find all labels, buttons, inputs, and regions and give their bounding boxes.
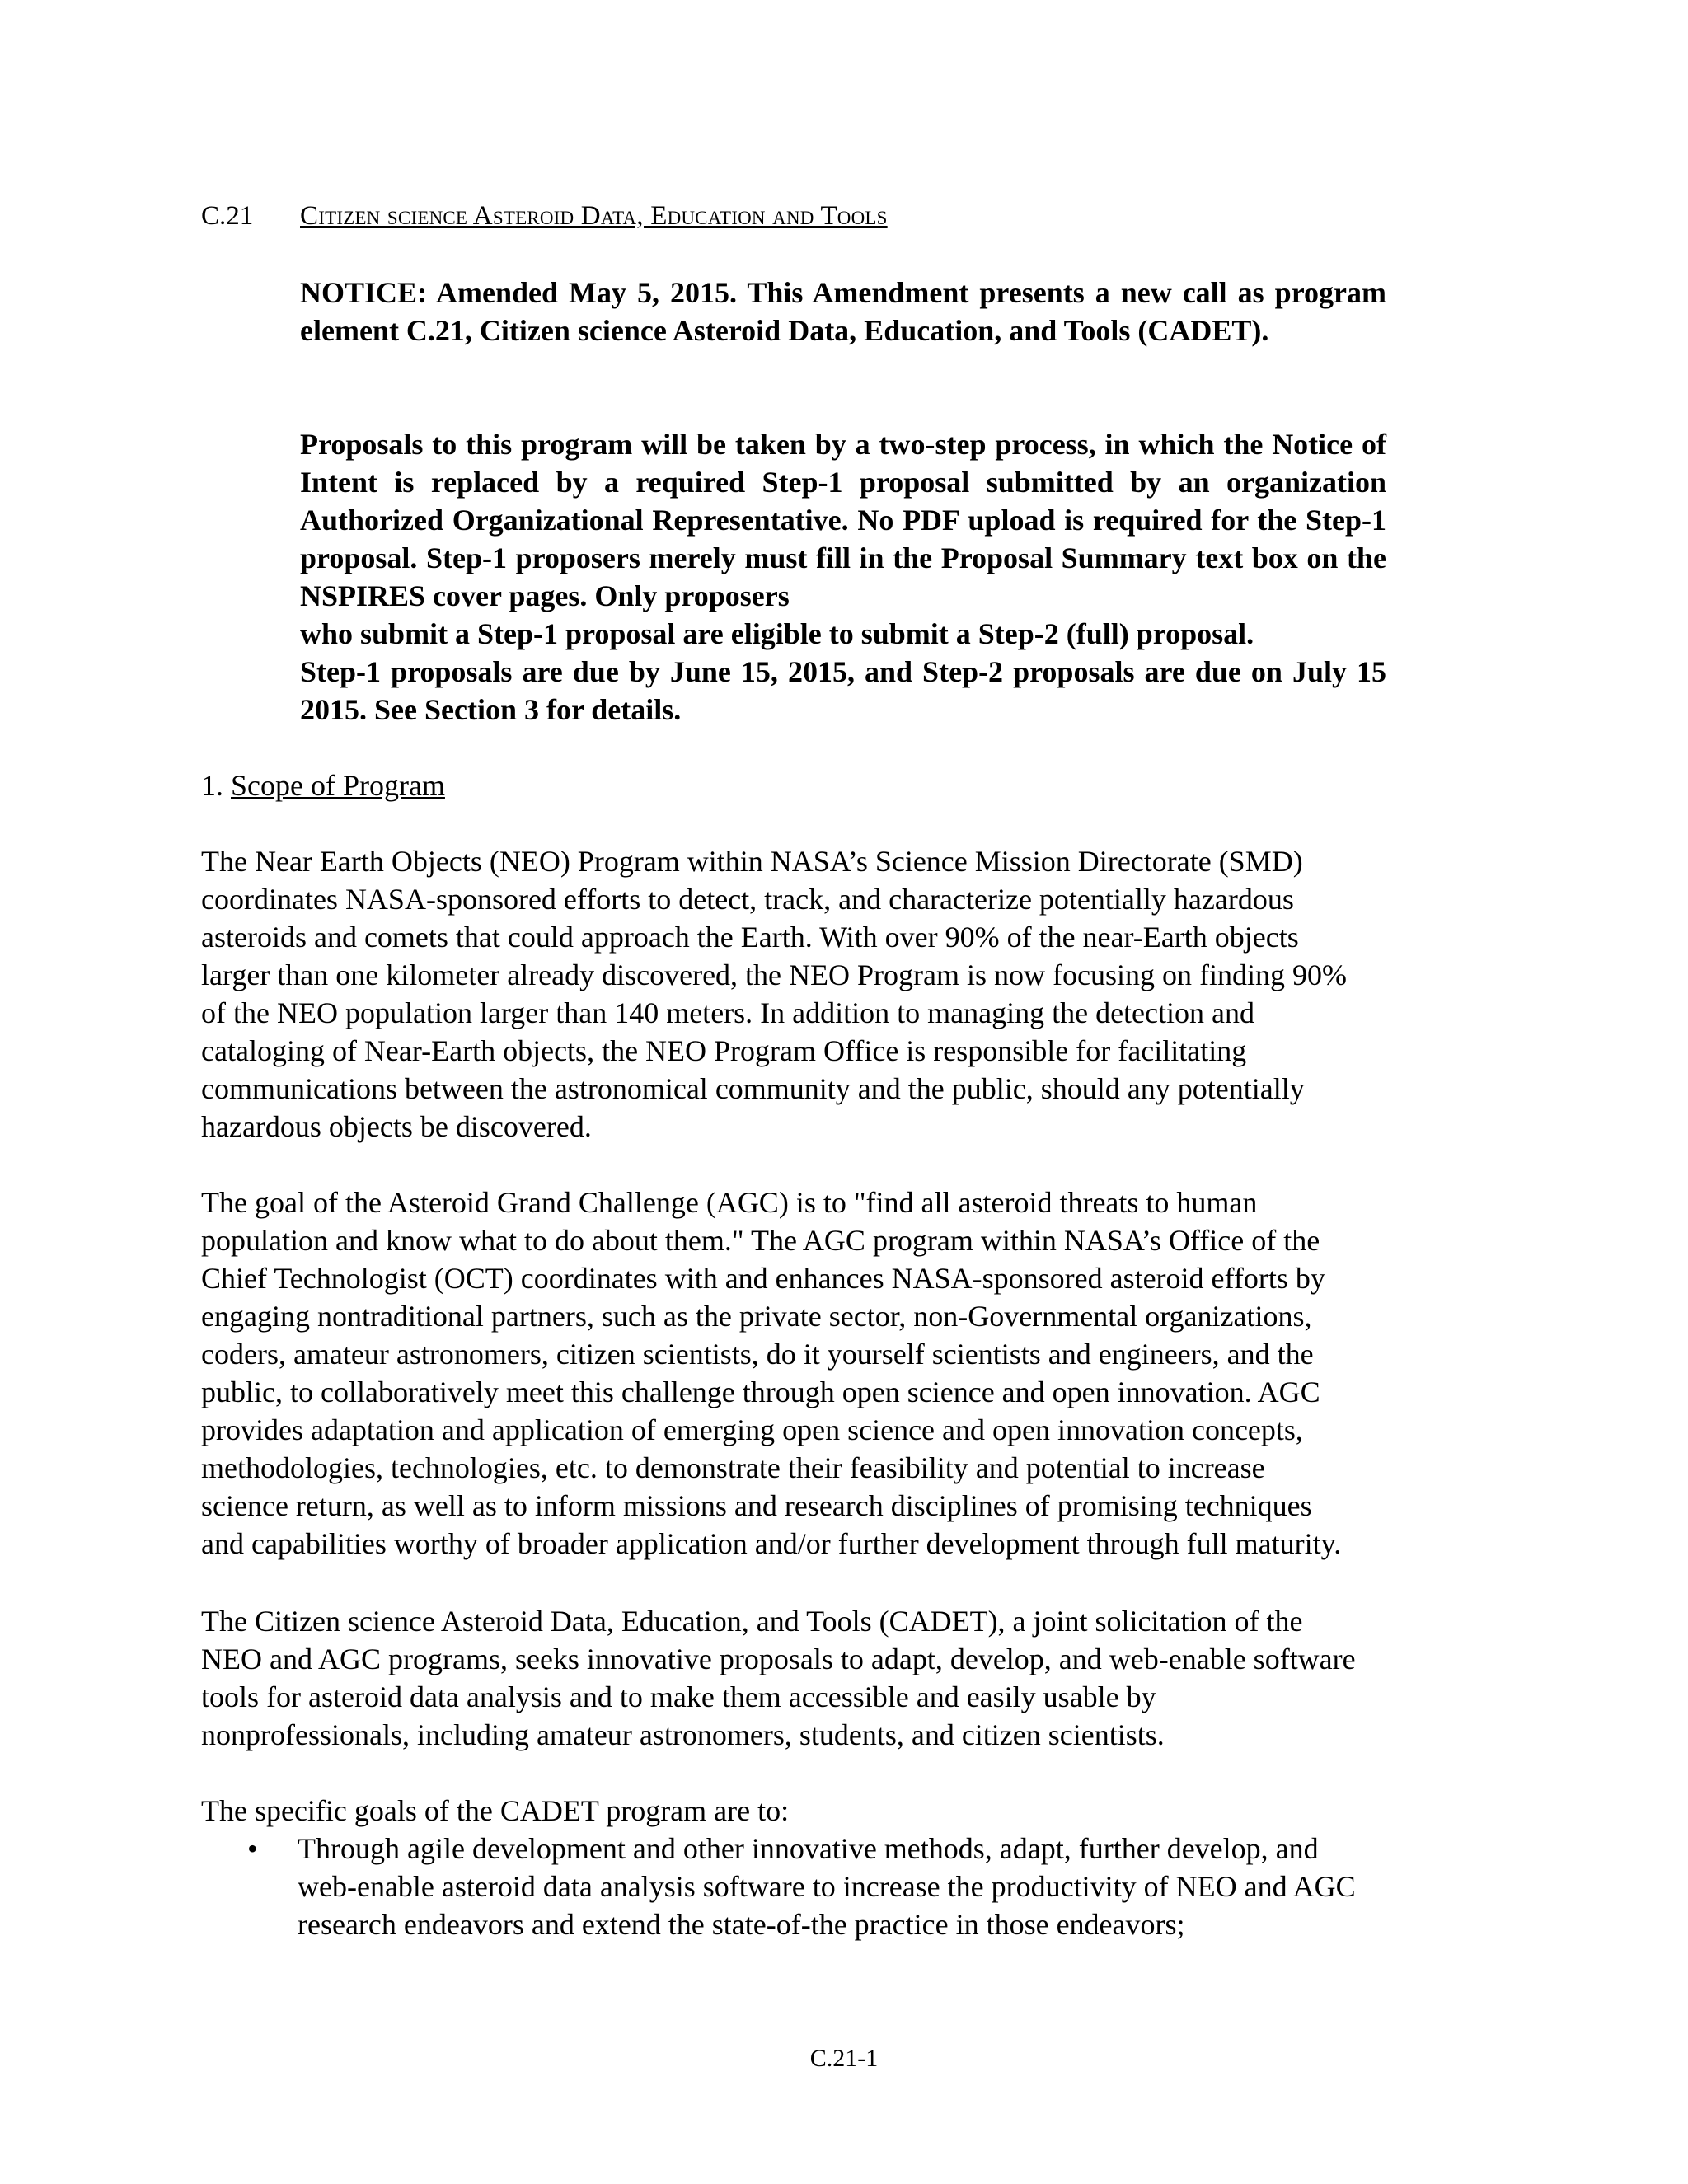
text-line: and capabilities worthy of broader application and/or further development through full maturity. — [201, 1527, 1342, 1560]
text-line: web-enable asteroid data analysis software to increase the productivity of NEO and AGC — [298, 1870, 1356, 1903]
text-line: provides adaptation and application of emerging open science and open innovation concepts, — [201, 1413, 1303, 1446]
text-line: population and know what to do about them." The AGC program within NASA’s Office of the — [201, 1224, 1320, 1257]
scope-number: 1. — [201, 769, 223, 802]
text-line: cataloging of Near-Earth objects, the NEO Program Office is responsible for facilitating — [201, 1034, 1247, 1067]
paragraph-neo-program — [201, 842, 1503, 1146]
text-line: research endeavors and extend the state-of-the practice in those endeavors; — [298, 1908, 1185, 1941]
text-line: Through agile development and other innovative methods, adapt, further develop, and — [298, 1832, 1319, 1865]
text-line: public, to collaboratively meet this challenge through open science and open innovation. AGC — [201, 1376, 1320, 1408]
notice-text-2-tail: Step-1 proposals are due by June 15, 2015, and Step-2 proposals are due on July 15 2015. See Section 3 for details. — [300, 655, 1386, 726]
text-line: coordinates NASA-sponsored efforts to detect, track, and characterize potentially hazardous — [201, 883, 1294, 916]
text-line: hazardous objects be discovered. — [201, 1110, 592, 1143]
notice-paragraph-1 — [300, 274, 1386, 349]
text-line: tools for asteroid data analysis and to make them accessible and easily usable by — [201, 1680, 1156, 1713]
list-item — [201, 1830, 1503, 1943]
text-line: of the NEO population larger than 140 meters. In addition to managing the detection and — [201, 996, 1254, 1029]
text-line: The Near Earth Objects (NEO) Program within NASA’s Science Mission Directorate (SMD) — [201, 845, 1303, 878]
notice-text-1: NOTICE: Amended May 5, 2015. This Amendment presents a new call as program element C.21, Citizen science Asteroid Data, Education, and Tools (CADET). — [300, 276, 1386, 347]
text-line: science return, as well as to inform missions and research disciplines of promising techniques — [201, 1489, 1312, 1522]
section-title: Citizen science Asteroid Data, Education and Tools — [300, 201, 888, 231]
paragraph-goals-intro — [201, 1792, 1503, 1830]
page-number: C.21-1 — [809, 2045, 879, 2072]
bullet-icon: • — [247, 1832, 258, 1865]
text-line: coders, amateur astronomers, citizen scientists, do it yourself scientists and engineers, and the — [201, 1338, 1314, 1371]
section-number: C.21 — [201, 201, 254, 231]
text-line: The specific goals of the CADET program are to: — [201, 1794, 790, 1827]
text-line: communications between the astronomical community and the public, should any potentially — [201, 1072, 1305, 1105]
scope-heading — [201, 766, 445, 804]
section-heading — [201, 198, 888, 234]
notice-text-2-line7: who submit a Step-1 proposal are eligible to submit a Step-2 (full) proposal. — [300, 617, 1254, 650]
text-line: engaging nontraditional partners, such as the private sector, non-Governmental organizations, — [201, 1300, 1312, 1333]
notice-text-2-main: Proposals to this program will be taken by a two-step process, in which the Notice of Intent is replaced by a required Step-1 proposal submitted by an organization Authorized Organizational Representative. No PDF upload is required for the Step-1 proposal. Step-1 proposers merely must fill in the Proposal Summary text box on the NSPIRES cover pages. Only proposers — [300, 428, 1386, 612]
text-line: asteroids and comets that could approach the Earth. With over 90% of the near-Earth objects — [201, 921, 1299, 954]
text-line: The goal of the Asteroid Grand Challenge (AGC) is to "find all asteroid threats to human — [201, 1186, 1258, 1219]
text-line: NEO and AGC programs, seeks innovative proposals to adapt, develop, and web-enable software — [201, 1643, 1356, 1675]
text-line: nonprofessionals, including amateur astronomers, students, and citizen scientists. — [201, 1718, 1165, 1751]
paragraph-cadet — [201, 1602, 1503, 1754]
scope-heading-text: Scope of Program — [231, 769, 445, 802]
text-line: methodologies, technologies, etc. to demonstrate their feasibility and potential to increase — [201, 1451, 1265, 1484]
text-line: The Citizen science Asteroid Data, Education, and Tools (CADET), a joint solicitation of the — [201, 1605, 1303, 1638]
goals-list — [201, 1830, 1503, 1943]
notice-paragraph-2 — [300, 425, 1386, 729]
text-line: Chief Technologist (OCT) coordinates with and enhances NASA-sponsored asteroid efforts by — [201, 1262, 1325, 1295]
text-line: larger than one kilometer already discovered, the NEO Program is now focusing on finding 90% — [201, 958, 1347, 991]
paragraph-agc-goal — [201, 1183, 1503, 1563]
